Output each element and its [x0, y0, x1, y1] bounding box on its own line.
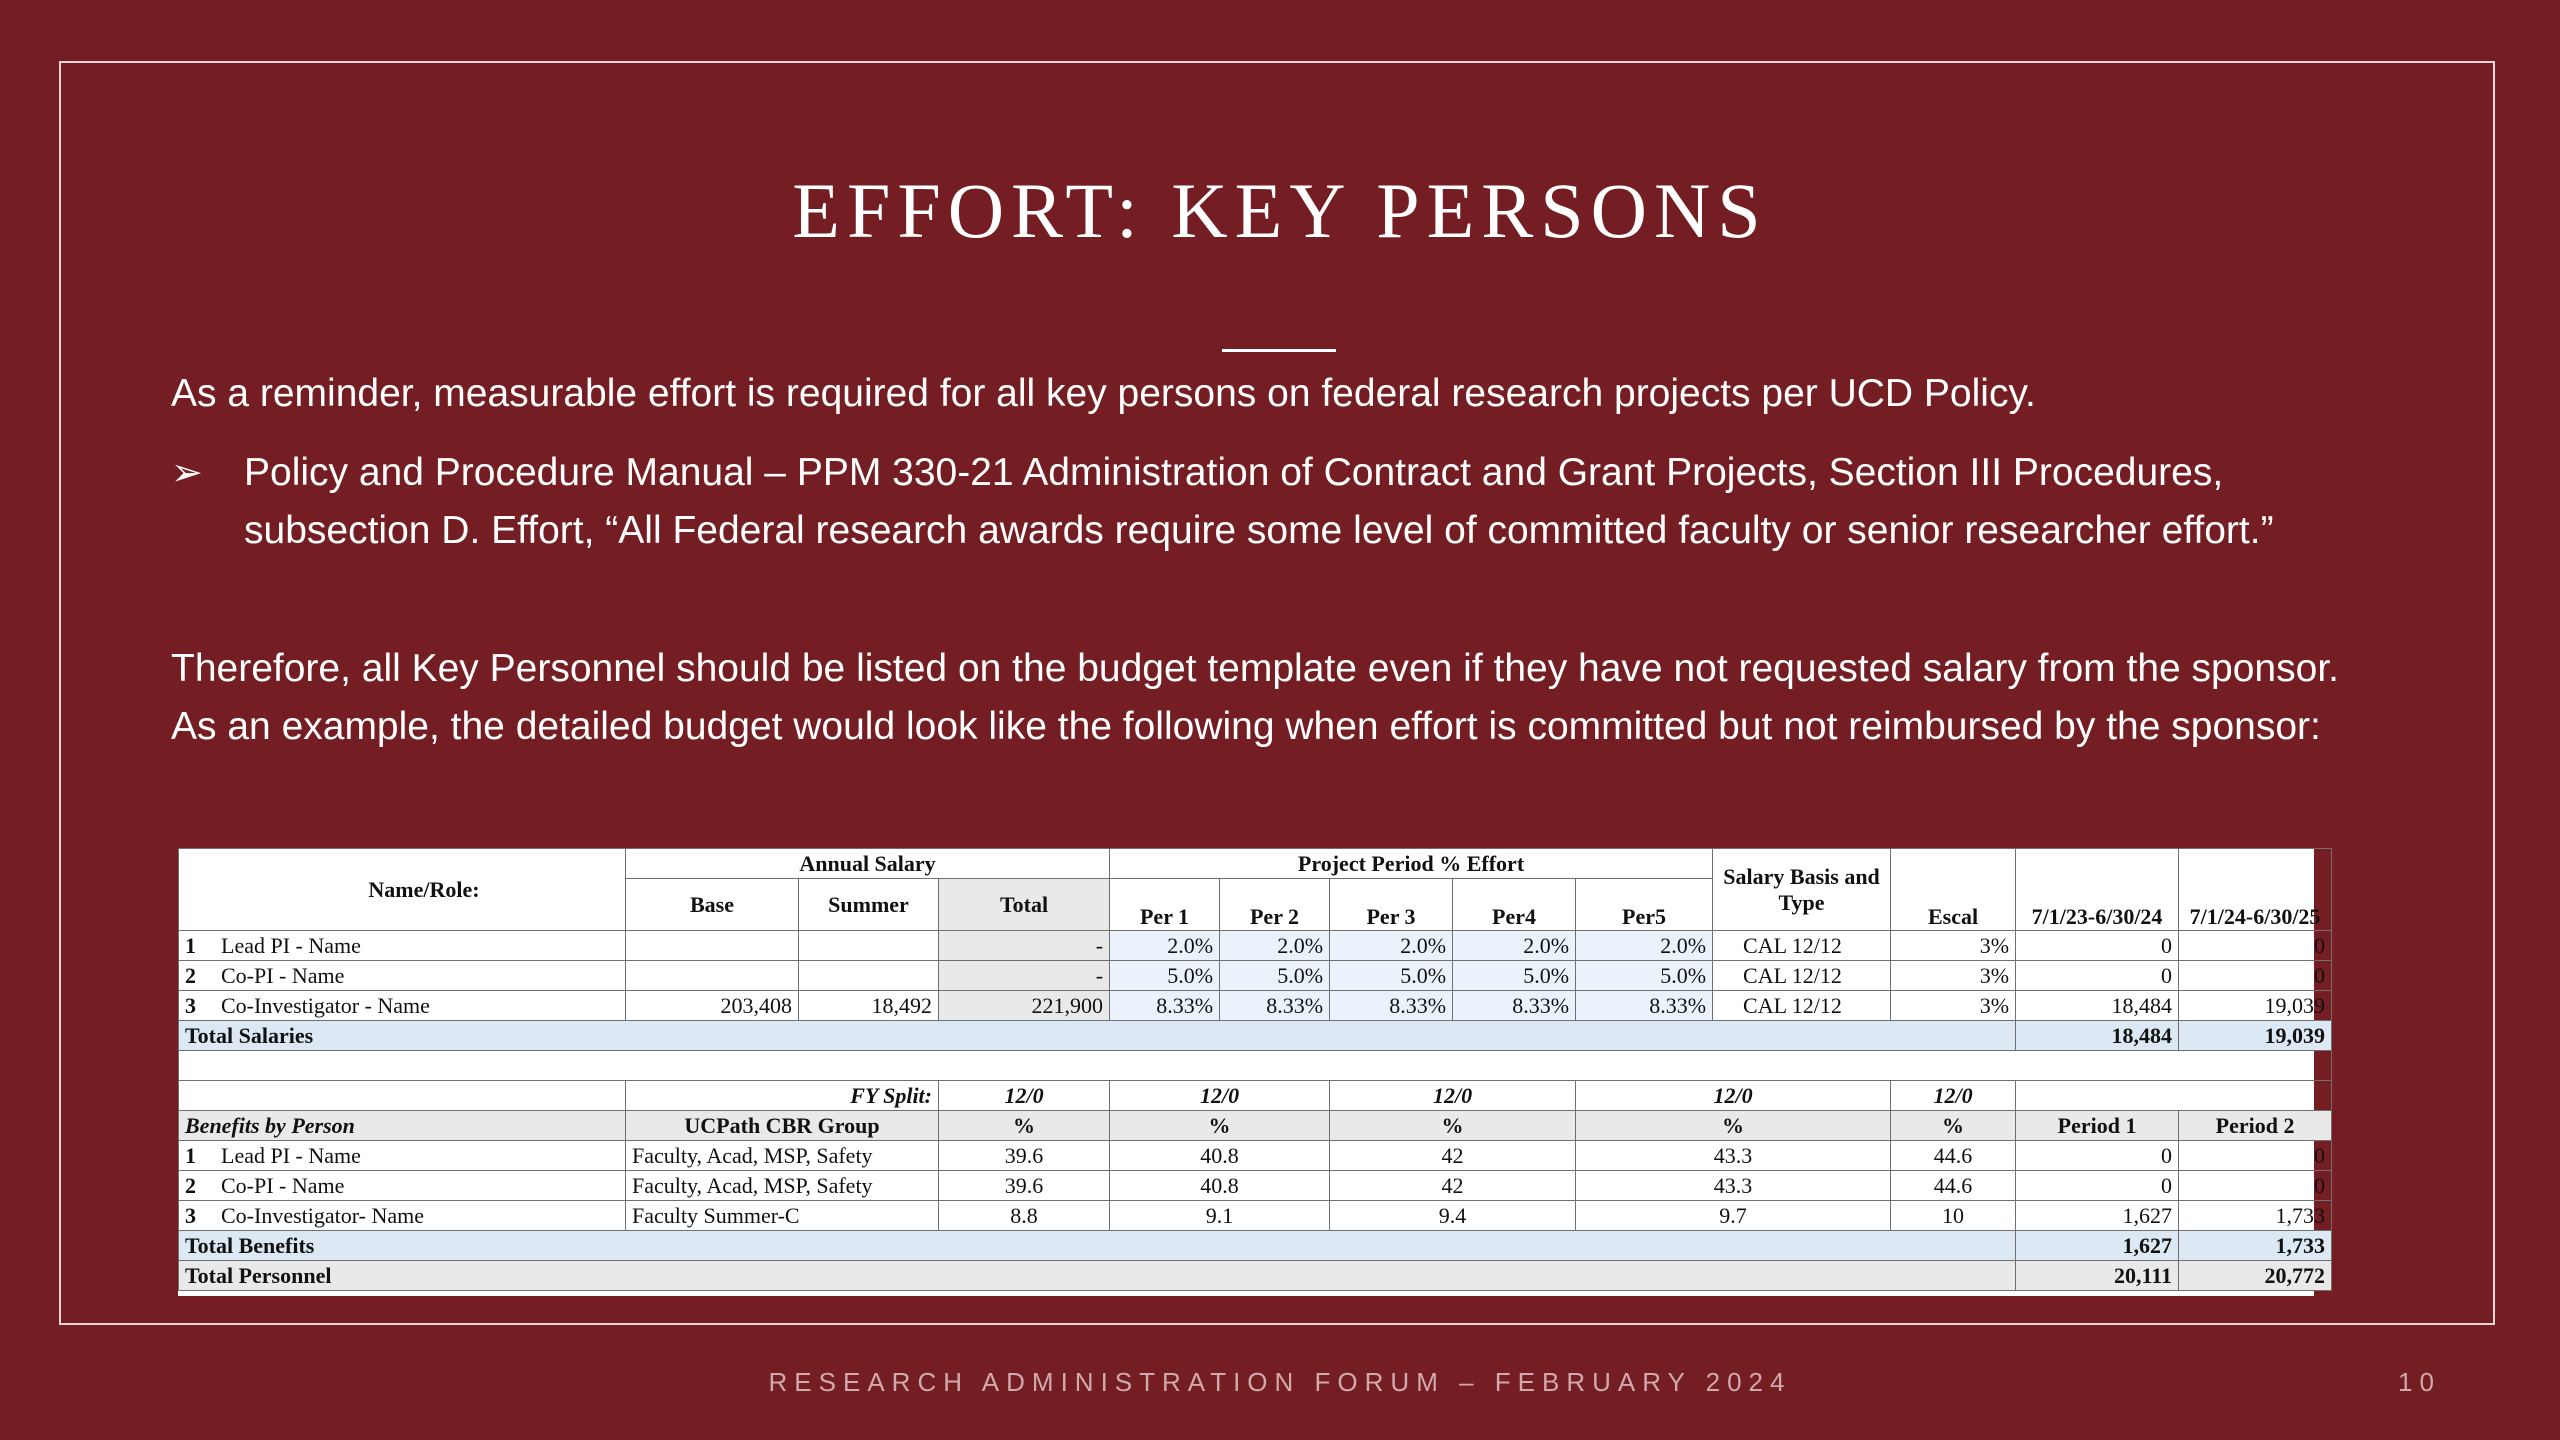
effort-per1: 2.0% [1110, 931, 1220, 961]
benefit-period1: 0 [2016, 1171, 2179, 1201]
salary-basis: CAL 12/12 [1713, 991, 1891, 1021]
total-personnel-period1: 20,111 [2016, 1261, 2179, 1291]
period1-date-header: 7/1/23-6/30/24 [2016, 849, 2179, 931]
pct-header-3: % [1330, 1111, 1576, 1141]
slide-footer: RESEARCH ADMINISTRATION FORUM – FEBRUARY 2024 [768, 1367, 1792, 1397]
salary-row [179, 991, 2332, 1021]
benefit-pct-5: 44.6 [1891, 1171, 2016, 1201]
total-salary: - [939, 931, 1110, 961]
effort-per4: 2.0% [1453, 931, 1576, 961]
benefit-pct-1: 8.8 [939, 1201, 1110, 1231]
benefit-period2: 0 [2179, 1171, 2332, 1201]
title-divider [1222, 349, 1336, 352]
total-benefits-label: Total Benefits [179, 1231, 2016, 1261]
policy-bullet-text: Policy and Procedure Manual – PPM 330-21 Administration of Contract and Grant Projects, Section III Procedures, subsection D. Effort, “All Federal research awards require some level of committed faculty or senior researcher effort.” [244, 451, 2274, 552]
fy-split-1: 12/0 [939, 1081, 1110, 1111]
effort-per1: 8.33% [1110, 991, 1220, 1021]
total-salaries-label: Total Salaries [179, 1021, 2016, 1051]
total-personnel-label: Total Personnel [179, 1261, 2016, 1291]
salary-header-row-1 [179, 849, 2332, 879]
benefit-period2: 1,733 [2179, 1201, 2332, 1231]
salary-basis: CAL 12/12 [1713, 961, 1891, 991]
escalation: 3% [1891, 961, 2016, 991]
base-salary [626, 931, 799, 961]
row-number: 2 [185, 962, 196, 988]
effort-per2: 5.0% [1220, 961, 1330, 991]
pct-header-1: % [939, 1111, 1110, 1141]
benefit-pct-4: 43.3 [1576, 1171, 1891, 1201]
effort-per5: 2.0% [1576, 931, 1713, 961]
fy-split-2: 12/0 [1110, 1081, 1330, 1111]
annual-salary-header: Annual Salary [626, 849, 1110, 879]
row-number: 1 [185, 932, 196, 958]
period2-date-header: 7/1/24-6/30/25 [2179, 849, 2332, 931]
benefit-pct-2: 40.8 [1110, 1141, 1330, 1171]
row-number: 2 [185, 1172, 196, 1198]
pct-header-2: % [1110, 1111, 1330, 1141]
pct-header-4: % [1576, 1111, 1891, 1141]
total-personnel-row [179, 1261, 2332, 1291]
row-number: 3 [185, 1202, 196, 1228]
summer-salary: 18,492 [799, 991, 939, 1021]
salary-basis: CAL 12/12 [1713, 931, 1891, 961]
total-benefits-period2: 1,733 [2179, 1231, 2332, 1261]
person-name: Lead PI - Name [221, 932, 361, 958]
summer-header: Summer [799, 879, 939, 931]
cbr-group-header: UCPath CBR Group [626, 1111, 939, 1141]
effort-per5: 5.0% [1576, 961, 1713, 991]
per5-header: Per5 [1576, 879, 1713, 931]
summer-salary [799, 961, 939, 991]
benefit-pct-3: 42 [1330, 1171, 1576, 1201]
per1-header: Per 1 [1110, 879, 1220, 931]
period1-header: Period 1 [2016, 1111, 2179, 1141]
slide-title: EFFORT: KEY PERSONS [792, 167, 1768, 254]
cbr-group: Faculty, Acad, MSP, Safety [626, 1141, 939, 1171]
effort-per5: 8.33% [1576, 991, 1713, 1021]
effort-per2: 2.0% [1220, 931, 1330, 961]
base-salary: 203,408 [626, 991, 799, 1021]
benefits-header-row [179, 1111, 2332, 1141]
benefits-row [179, 1171, 2332, 1201]
benefits-row [179, 1201, 2332, 1231]
table-spacer [179, 1051, 2332, 1081]
effort-per4: 5.0% [1453, 961, 1576, 991]
pct-header-5: % [1891, 1111, 2016, 1141]
salary-basis-header: Salary Basis and Type [1713, 849, 1891, 931]
base-header: Base [626, 879, 799, 931]
escalation: 3% [1891, 931, 2016, 961]
base-salary [626, 961, 799, 991]
person-name: Co-Investigator - Name [221, 992, 430, 1018]
row-number: 3 [185, 992, 196, 1018]
effort-per4: 8.33% [1453, 991, 1576, 1021]
row-number: 1 [185, 1142, 196, 1168]
period2-amount: 0 [2179, 931, 2332, 961]
period1-amount: 18,484 [2016, 991, 2179, 1021]
salary-row [179, 961, 2332, 991]
fy-split-5: 12/0 [1891, 1081, 2016, 1111]
total-personnel-period2: 20,772 [2179, 1261, 2332, 1291]
benefit-pct-2: 40.8 [1110, 1171, 1330, 1201]
benefits-row [179, 1141, 2332, 1171]
benefit-pct-1: 39.6 [939, 1141, 1110, 1171]
policy-bullet [171, 444, 2371, 560]
benefit-period1: 0 [2016, 1141, 2179, 1171]
person-name: Co-Investigator- Name [221, 1202, 424, 1228]
fy-split-3: 12/0 [1330, 1081, 1576, 1111]
summer-salary [799, 931, 939, 961]
fy-split-label: FY Split: [626, 1081, 939, 1111]
effort-per2: 8.33% [1220, 991, 1330, 1021]
cbr-group: Faculty, Acad, MSP, Safety [626, 1171, 939, 1201]
benefit-pct-1: 39.6 [939, 1171, 1110, 1201]
salary-row [179, 931, 2332, 961]
effort-per1: 5.0% [1110, 961, 1220, 991]
total-salary: - [939, 961, 1110, 991]
benefit-period2: 0 [2179, 1141, 2332, 1171]
budget-table [178, 848, 2332, 1291]
benefit-pct-4: 9.7 [1576, 1201, 1891, 1231]
fy-split-row [179, 1081, 2332, 1111]
project-effort-header: Project Period % Effort [1110, 849, 1713, 879]
arrow-bullet-icon: ➢ [171, 452, 203, 494]
benefits-by-person-header: Benefits by Person [179, 1111, 626, 1141]
effort-per3: 2.0% [1330, 931, 1453, 961]
total-benefits-row [179, 1231, 2332, 1261]
total-salaries-row [179, 1021, 2332, 1051]
cbr-group: Faculty Summer-C [626, 1201, 939, 1231]
effort-per3: 8.33% [1330, 991, 1453, 1021]
total-benefits-period1: 1,627 [2016, 1231, 2179, 1261]
name-role-header: Name/Role: [179, 849, 626, 931]
page-number: 10 [2398, 1367, 2441, 1397]
explanation-paragraph: Therefore, all Key Personnel should be listed on the budget template even if they have not requested salary from the sponsor. As an example, the detailed budget would look like the following when effort is committed but not reimbursed by the sponsor: [171, 647, 2339, 748]
period1-amount: 0 [2016, 961, 2179, 991]
per3-header: Per 3 [1330, 879, 1453, 931]
period2-header: Period 2 [2179, 1111, 2332, 1141]
total-salaries-period2: 19,039 [2179, 1021, 2332, 1051]
intro-text: As a reminder, measurable effort is required for all key persons on federal research projects per UCD Policy. [171, 372, 2036, 415]
period2-amount: 0 [2179, 961, 2332, 991]
person-name: Co-PI - Name [221, 1172, 345, 1198]
total-header: Total [939, 879, 1110, 931]
person-name: Co-PI - Name [221, 962, 345, 988]
total-salary: 221,900 [939, 991, 1110, 1021]
period1-amount: 0 [2016, 931, 2179, 961]
total-salaries-period1: 18,484 [2016, 1021, 2179, 1051]
benefit-pct-5: 44.6 [1891, 1141, 2016, 1171]
benefit-pct-3: 42 [1330, 1141, 1576, 1171]
per2-header: Per 2 [1220, 879, 1330, 931]
benefit-pct-2: 9.1 [1110, 1201, 1330, 1231]
budget-table-image [178, 848, 2326, 1296]
period2-amount: 19,039 [2179, 991, 2332, 1021]
benefit-pct-3: 9.4 [1330, 1201, 1576, 1231]
person-name: Lead PI - Name [221, 1142, 361, 1168]
benefit-pct-4: 43.3 [1576, 1141, 1891, 1171]
escal-header: Escal [1891, 849, 2016, 931]
benefit-period1: 1,627 [2016, 1201, 2179, 1231]
benefit-pct-5: 10 [1891, 1201, 2016, 1231]
escalation: 3% [1891, 991, 2016, 1021]
fy-split-4: 12/0 [1576, 1081, 1891, 1111]
per4-header: Per4 [1453, 879, 1576, 931]
effort-per3: 5.0% [1330, 961, 1453, 991]
